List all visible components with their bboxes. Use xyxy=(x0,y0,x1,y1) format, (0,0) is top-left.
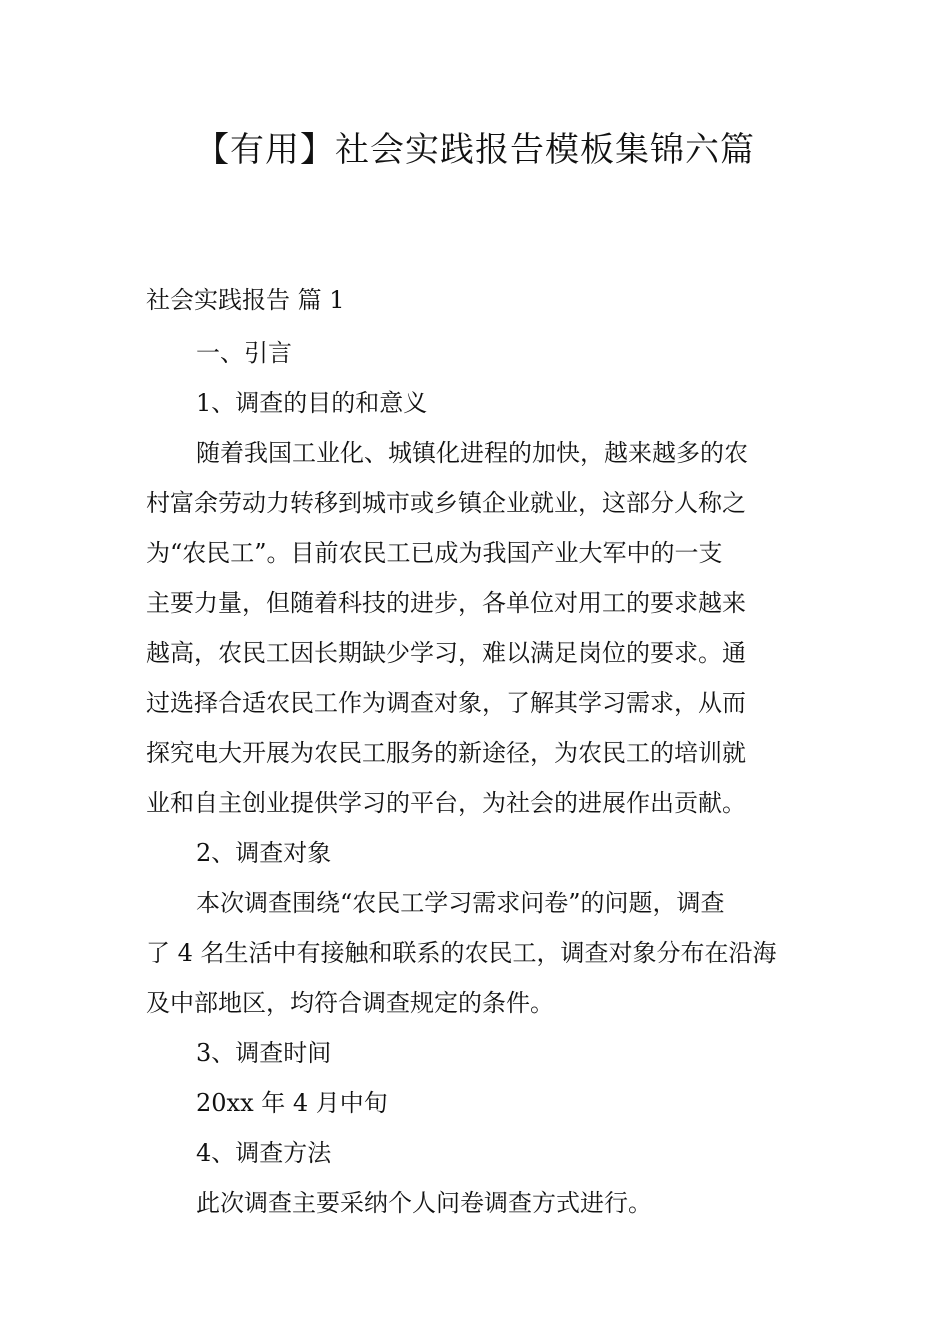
paragraph-line: 主要力量，但随着科技的进步，各单位对用工的要求越来 xyxy=(146,589,746,617)
paragraph-line: 越高，农民工因长期缺少学习，难以满足岗位的要求。通 xyxy=(146,639,746,667)
document-title: 【有用】社会实践报告模板集锦六篇 xyxy=(195,130,755,170)
paragraph-line: 本次调查围绕“农民工学习需求问卷”的问题，调查 xyxy=(196,889,725,917)
heading-purpose: 1、调查的目的和意义 xyxy=(196,389,428,417)
paragraph-line: 过选择合适农民工作为调查对象，了解其学习需求，从而 xyxy=(146,689,746,717)
heading-survey-method: 4、调查方法 xyxy=(196,1139,332,1167)
paragraph-line: 村富余劳动力转移到城市或乡镇企业就业，这部分人称之 xyxy=(146,489,746,517)
paragraph-line: 业和自主创业提供学习的平台，为社会的进展作出贡献。 xyxy=(146,789,746,817)
paragraph-line: 了 4 名生活中有接触和联系的农民工，调查对象分布在沿海 xyxy=(146,939,777,967)
paragraph-line: 此次调查主要采纳个人问卷调查方式进行。 xyxy=(196,1189,652,1217)
heading-introduction: 一、引言 xyxy=(196,339,292,367)
paragraph-line: 随着我国工业化、城镇化进程的加快，越来越多的农 xyxy=(196,439,748,467)
document-body xyxy=(146,328,806,1228)
heading-survey-subjects: 2、调查对象 xyxy=(196,839,332,867)
paragraph-line: 探究电大开展为农民工服务的新途径，为农民工的培训就 xyxy=(146,739,746,767)
survey-time-value: 20xx 年 4 月中旬 xyxy=(196,1089,388,1117)
paragraph-line: 为“农民工”。目前农民工已成为我国产业大军中的一支 xyxy=(146,539,723,567)
heading-survey-time: 3、调查时间 xyxy=(196,1039,332,1067)
paragraph-line: 及中部地区，均符合调查规定的条件。 xyxy=(146,989,554,1017)
section-heading: 社会实践报告 篇 1 xyxy=(146,286,345,314)
